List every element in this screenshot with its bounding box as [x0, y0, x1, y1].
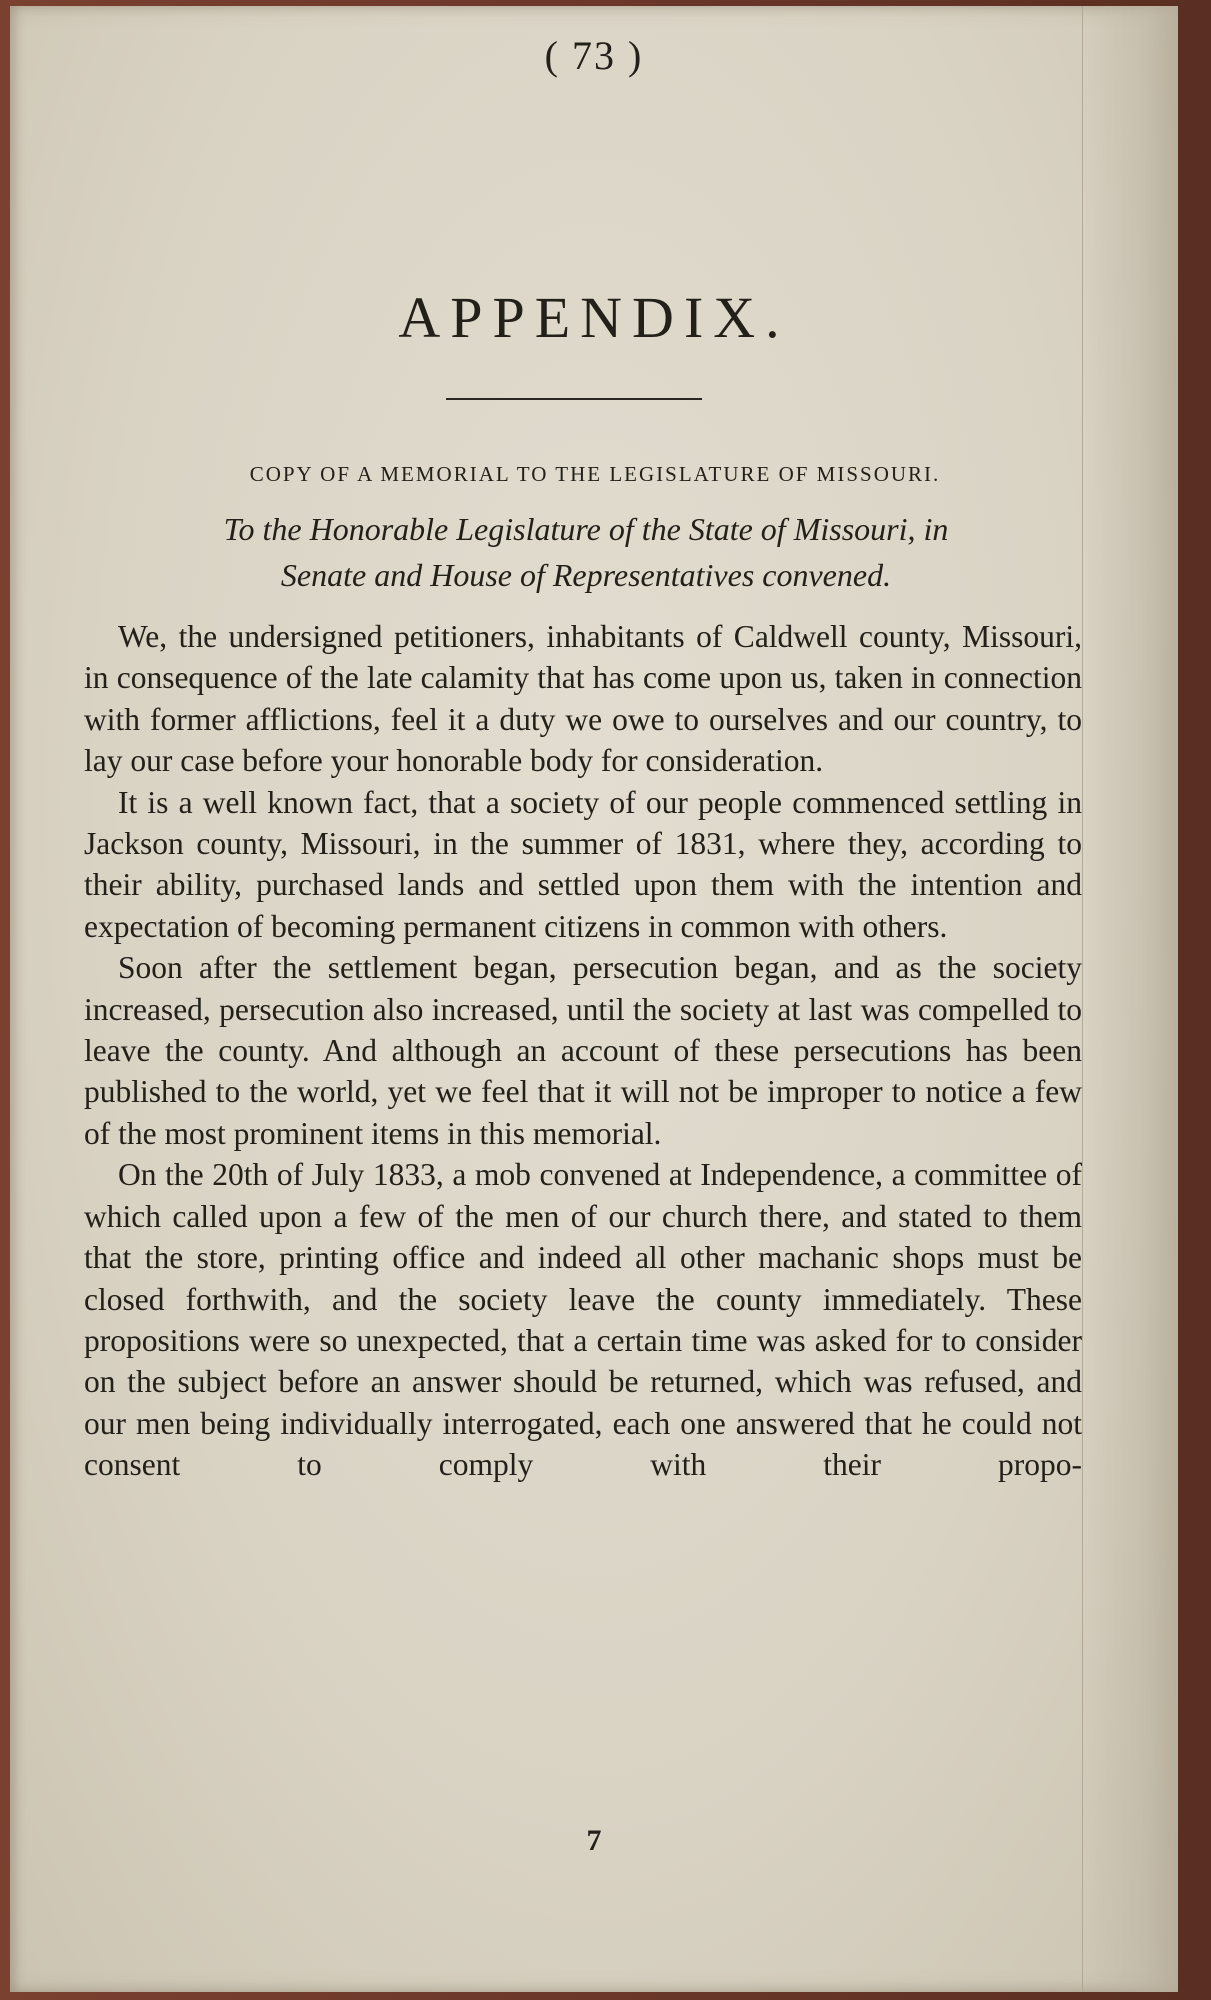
book-page	[10, 6, 1178, 1992]
paragraph: We, the undersigned petitioners, inhabitants of Caldwell county, Missouri, in consequence of the late calamity that has come upon us, taken in connection with former afflictions, feel it a duty we owe to ourselves and our country, to lay our case before your honorable body for consideration.	[84, 619, 1082, 779]
address-block	[86, 506, 1086, 598]
appendix-heading: APPENDIX.	[398, 285, 790, 350]
paragraph: On the 20th of July 1833, a mob convened at Independence, a committee of which called upon a few of the men of our church there, and stated to them that the store, printing office and indeed all other machanic shops must be closed forthwith, and the society leave the county immediately. These propositions were so unexpected, that a certain time was asked for to consider on the subject before an answer should be returned, which was refused, and our men being individually interrogated, each one answered that he could not consent to comply with their propo-	[84, 1157, 1082, 1483]
address-line: To the Honorable Legislature of the State of Missouri, in	[223, 511, 949, 547]
signature-mark: 7	[586, 1824, 602, 1857]
memorial-title: COPY OF A MEMORIAL TO THE LEGISLATURE OF MISSOURI.	[249, 462, 941, 486]
paragraph: Soon after the settlement began, persecution began, and as the society increased, persecution also increased, until the society at last was compelled to leave the county. And although an account of these persecutions has been published to the world, yet we feel that it will not be improper to notice a few of the most prominent items in this memorial.	[84, 950, 1082, 1151]
body-text	[84, 616, 1082, 1486]
address-line: Senate and House of Representatives convened.	[280, 557, 892, 593]
paragraph: It is a well known fact, that a society of our people commenced settling in Jackson county, Missouri, in the summer of 1831, where they, according to their ability, purchased lands and settled upon them with the intention and expectation of becoming permanent citizens in common with others.	[84, 784, 1082, 944]
page-number: ( 73 )	[544, 33, 644, 78]
heading-rule	[446, 398, 702, 400]
